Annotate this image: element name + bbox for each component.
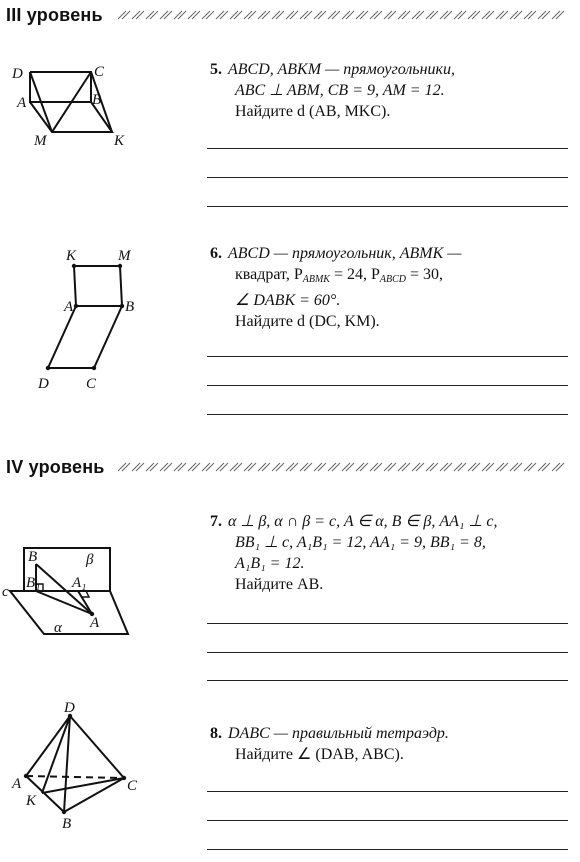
answer-line bbox=[207, 791, 568, 792]
problem-question: Найдите d (AB, MKC). bbox=[235, 103, 391, 120]
vertex-label: C bbox=[94, 64, 105, 80]
section-title: III уровень bbox=[6, 4, 103, 25]
problem-text-line: DABC — правильный тетраэдр. bbox=[228, 725, 449, 742]
subscript: ABCD bbox=[379, 274, 406, 285]
problem-question: Найдите ∠ (DAB, ABC). bbox=[235, 746, 404, 763]
figure-5 bbox=[8, 60, 138, 150]
vertex-label: A bbox=[90, 615, 100, 631]
problem-5 bbox=[210, 59, 570, 122]
problem-text-line: A₁B₁ = 12. bbox=[235, 555, 305, 572]
section-title: IV уровень bbox=[6, 456, 105, 477]
section-header-4 bbox=[6, 456, 105, 478]
answer-line bbox=[207, 849, 568, 850]
decorative-hatch bbox=[118, 462, 570, 472]
figure-8 bbox=[8, 700, 143, 835]
vertex-label: B bbox=[28, 549, 38, 565]
problem-8 bbox=[210, 723, 570, 765]
problem-6 bbox=[210, 243, 570, 332]
vertex-label: A bbox=[12, 776, 22, 792]
decorative-hatch bbox=[118, 10, 570, 20]
answer-line bbox=[207, 820, 568, 821]
vertex-label: B bbox=[125, 299, 135, 315]
answer-line bbox=[207, 623, 568, 624]
problem-text-line: ∠ DABK = 60°. bbox=[235, 292, 341, 309]
vertex-label: K bbox=[26, 793, 37, 809]
answer-line bbox=[207, 385, 568, 386]
vertex-label: C bbox=[86, 376, 97, 392]
answer-line bbox=[207, 414, 568, 415]
problem-question: Найдите AB. bbox=[235, 576, 324, 593]
vertex-label: M bbox=[118, 248, 131, 264]
problem-number: 6. bbox=[210, 245, 222, 262]
answer-line bbox=[207, 356, 568, 357]
vertex-label: A bbox=[64, 299, 74, 315]
vertex-label: B₁ bbox=[26, 575, 41, 591]
problem-text-line: ABCD, ABKM — прямоугольники, bbox=[228, 61, 455, 78]
subscript: ABMK bbox=[302, 274, 330, 285]
answer-line bbox=[207, 148, 568, 149]
problem-number: 8. bbox=[210, 725, 222, 742]
answer-line bbox=[207, 177, 568, 178]
problem-question: Найдите d (DC, KM). bbox=[235, 313, 380, 330]
vertex-label: D bbox=[64, 700, 75, 716]
vertex-label: D bbox=[12, 66, 23, 82]
figure-7 bbox=[2, 544, 136, 644]
vertex-label: M bbox=[34, 133, 47, 149]
figure-6 bbox=[36, 246, 136, 396]
vertex-label: K bbox=[66, 248, 77, 264]
vertex-label: B bbox=[62, 816, 72, 832]
section-header-3 bbox=[6, 4, 103, 26]
vertex-label: D bbox=[38, 376, 49, 392]
problem-text-mid: = 24, P bbox=[329, 266, 380, 283]
problem-number: 5. bbox=[210, 61, 222, 78]
vertex-label: c bbox=[2, 584, 9, 600]
vertex-label: B bbox=[92, 92, 102, 108]
problem-text-pre: квадрат, P bbox=[235, 266, 303, 283]
vertex-label: A bbox=[17, 95, 27, 111]
vertex-label: A₁ bbox=[72, 575, 87, 591]
answer-line bbox=[207, 652, 568, 653]
problem-text-line: α ⊥ β, α ∩ β = c, A ∈ α, B ∈ β, AA₁ ⊥ c, bbox=[228, 513, 498, 530]
vertex-label: C bbox=[127, 778, 138, 794]
vertex-label: α bbox=[54, 620, 62, 636]
answer-line bbox=[207, 680, 568, 681]
problem-number: 7. bbox=[210, 513, 222, 530]
answer-line bbox=[207, 206, 568, 207]
problem-text-post: = 30, bbox=[405, 266, 444, 283]
problem-text-line: BB₁ ⊥ c, A₁B₁ = 12, AA₁ = 9, BB₁ = 8, bbox=[235, 534, 486, 551]
vertex-label: β bbox=[86, 552, 94, 568]
problem-text-line: ABC ⊥ ABM, CB = 9, AM = 12. bbox=[235, 82, 445, 99]
problem-7 bbox=[210, 511, 570, 595]
vertex-label: K bbox=[114, 133, 125, 149]
problem-text-line: ABCD — прямоугольник, ABMK — bbox=[228, 245, 462, 262]
